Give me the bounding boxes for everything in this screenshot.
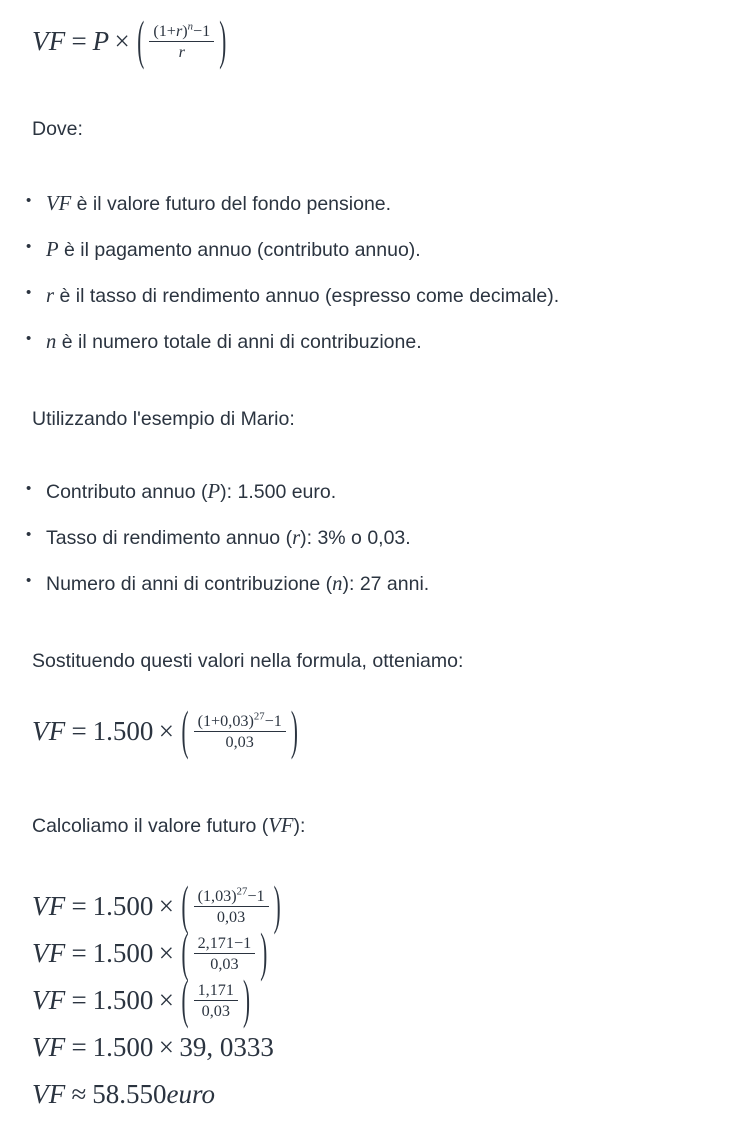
calculation-steps bbox=[32, 874, 283, 1118]
final-unit: euro bbox=[166, 1079, 215, 1109]
step-denominator: 0,03 bbox=[201, 1002, 230, 1020]
step-paren-close: ) bbox=[273, 874, 281, 936]
main-formula-paren-open: ( bbox=[137, 9, 145, 71]
main-formula-times: × bbox=[114, 26, 130, 57]
result-principal: 1.500 bbox=[92, 1032, 154, 1062]
step-times: × bbox=[158, 891, 175, 921]
definition-text: è il valore futuro del fondo pensione. bbox=[76, 193, 392, 215]
example-suffix: ): 27 anni. bbox=[342, 572, 430, 595]
step-denominator: 0,03 bbox=[210, 955, 239, 973]
substitution-paren-open: ( bbox=[181, 699, 189, 761]
definition-text: è il pagamento annuo (contributo annuo). bbox=[64, 238, 421, 261]
substitution-equals: = bbox=[71, 716, 87, 747]
step-paren-close: ) bbox=[243, 968, 251, 1030]
calculation-heading-prefix: Calcoliamo il valore futuro ( bbox=[32, 815, 269, 837]
calculation-step bbox=[32, 968, 283, 1030]
example-symbol: n bbox=[332, 572, 343, 595]
final-lhs: VF bbox=[32, 1079, 66, 1109]
numerator-exponent: n bbox=[187, 20, 193, 33]
calculation-step bbox=[32, 874, 283, 936]
bullet-icon: • bbox=[26, 525, 32, 543]
result-factor: 39, 0333 bbox=[179, 1032, 274, 1062]
step-numerator-base: (1,03) bbox=[197, 886, 237, 905]
example-list bbox=[20, 478, 720, 599]
list-item bbox=[20, 236, 720, 265]
example-suffix: ): 3% o 0,03. bbox=[300, 526, 411, 549]
substitution-times: × bbox=[158, 716, 175, 747]
step-fraction bbox=[194, 934, 256, 973]
step-fraction bbox=[194, 887, 269, 926]
substitution-numerator-base: (1+0,03) bbox=[197, 712, 254, 730]
definition-symbol: P bbox=[46, 238, 59, 261]
step-times: × bbox=[158, 985, 175, 1015]
step-paren-open: ( bbox=[181, 921, 189, 983]
list-item bbox=[20, 328, 720, 357]
calculation-heading-symbol: VF bbox=[268, 815, 294, 837]
example-prefix: Contributo annuo ( bbox=[46, 481, 208, 503]
calculation-heading bbox=[32, 812, 305, 841]
step-paren-open: ( bbox=[181, 874, 189, 936]
main-formula-lhs: VF bbox=[32, 26, 66, 57]
step-denominator: 0,03 bbox=[216, 908, 246, 926]
substitution-lhs: VF bbox=[32, 716, 66, 747]
step-lhs: VF bbox=[32, 891, 66, 921]
substitution-paren-close: ) bbox=[290, 699, 298, 761]
main-formula bbox=[32, 9, 228, 71]
main-formula-numerator bbox=[149, 22, 214, 42]
substitution-numerator-minus: −1 bbox=[264, 712, 282, 730]
example-suffix: ): 1.500 euro. bbox=[220, 481, 337, 503]
step-principal: 1.500 bbox=[92, 891, 154, 921]
main-formula-fraction bbox=[149, 22, 214, 61]
result-relation: = bbox=[71, 1032, 87, 1062]
numerator-rate: r bbox=[175, 22, 183, 40]
substitution-principal: 1.500 bbox=[92, 716, 154, 747]
step-relation: = bbox=[71, 891, 87, 921]
step-numerator-exponent: 27 bbox=[236, 885, 248, 898]
step-times: × bbox=[158, 938, 175, 968]
substitution-fraction bbox=[194, 712, 286, 751]
definition-symbol: VF bbox=[46, 193, 72, 215]
substitution-numerator bbox=[194, 712, 286, 732]
step-numerator bbox=[194, 887, 269, 907]
substitution-heading: Sostituendo questi valori nella formula, otteniamo: bbox=[32, 650, 464, 672]
step-paren-open: ( bbox=[181, 968, 189, 1030]
example-symbol: r bbox=[292, 526, 301, 549]
calculation-final-line bbox=[32, 1071, 283, 1118]
bullet-icon: • bbox=[26, 237, 32, 255]
example-prefix: Numero di anni di contribuzione ( bbox=[46, 572, 333, 595]
bullet-icon: • bbox=[26, 283, 32, 301]
list-item bbox=[20, 190, 720, 219]
definition-symbol: r bbox=[46, 284, 55, 307]
substitution-numerator-exponent: 27 bbox=[253, 710, 265, 723]
step-relation: = bbox=[71, 938, 87, 968]
numerator-base: (1+ bbox=[153, 22, 176, 40]
example-symbol: P bbox=[207, 481, 221, 503]
definitions-list bbox=[20, 190, 720, 357]
calculation-result-line bbox=[32, 1024, 283, 1071]
list-item bbox=[20, 282, 720, 311]
bullet-icon: • bbox=[26, 192, 32, 209]
main-formula-equals: = bbox=[71, 26, 87, 57]
bullet-icon: • bbox=[26, 571, 32, 589]
numerator-close: ) bbox=[182, 22, 188, 40]
step-principal: 1.500 bbox=[92, 985, 154, 1015]
step-lhs: VF bbox=[32, 985, 66, 1015]
step-lhs: VF bbox=[32, 938, 66, 968]
step-paren-close: ) bbox=[260, 921, 268, 983]
step-fraction bbox=[194, 981, 239, 1020]
step-numerator: 2,171−1 bbox=[194, 934, 256, 954]
step-principal: 1.500 bbox=[92, 938, 154, 968]
main-formula-paren-close: ) bbox=[219, 9, 227, 71]
substitution-formula bbox=[32, 699, 300, 761]
calculation-heading-suffix: ): bbox=[293, 815, 306, 837]
list-item bbox=[20, 524, 720, 553]
step-numerator: 1,171 bbox=[194, 981, 239, 1001]
bullet-icon: • bbox=[26, 329, 32, 347]
final-value: 58.550 bbox=[92, 1079, 167, 1109]
main-formula-denominator: r bbox=[178, 43, 185, 62]
example-heading: Utilizzando l'esempio di Mario: bbox=[32, 408, 295, 430]
main-formula-payment: P bbox=[92, 26, 110, 57]
example-prefix: Tasso di rendimento annuo ( bbox=[46, 526, 293, 549]
substitution-denominator: 0,03 bbox=[225, 733, 254, 752]
definition-text: è il tasso di rendimento annuo (espresso come decimale). bbox=[59, 284, 560, 307]
result-times: × bbox=[158, 1032, 175, 1062]
result-lhs: VF bbox=[32, 1032, 66, 1062]
final-relation: ≈ bbox=[71, 1079, 87, 1109]
bullet-icon: • bbox=[26, 480, 32, 497]
step-numerator-minus: −1 bbox=[247, 886, 265, 905]
definition-text: è il numero totale di anni di contribuzione. bbox=[61, 330, 422, 353]
list-item bbox=[20, 570, 720, 599]
numerator-minus: −1 bbox=[192, 22, 211, 40]
dove-label: Dove: bbox=[32, 118, 83, 140]
step-relation: = bbox=[71, 985, 87, 1015]
definition-symbol: n bbox=[46, 330, 57, 353]
list-item bbox=[20, 478, 720, 507]
